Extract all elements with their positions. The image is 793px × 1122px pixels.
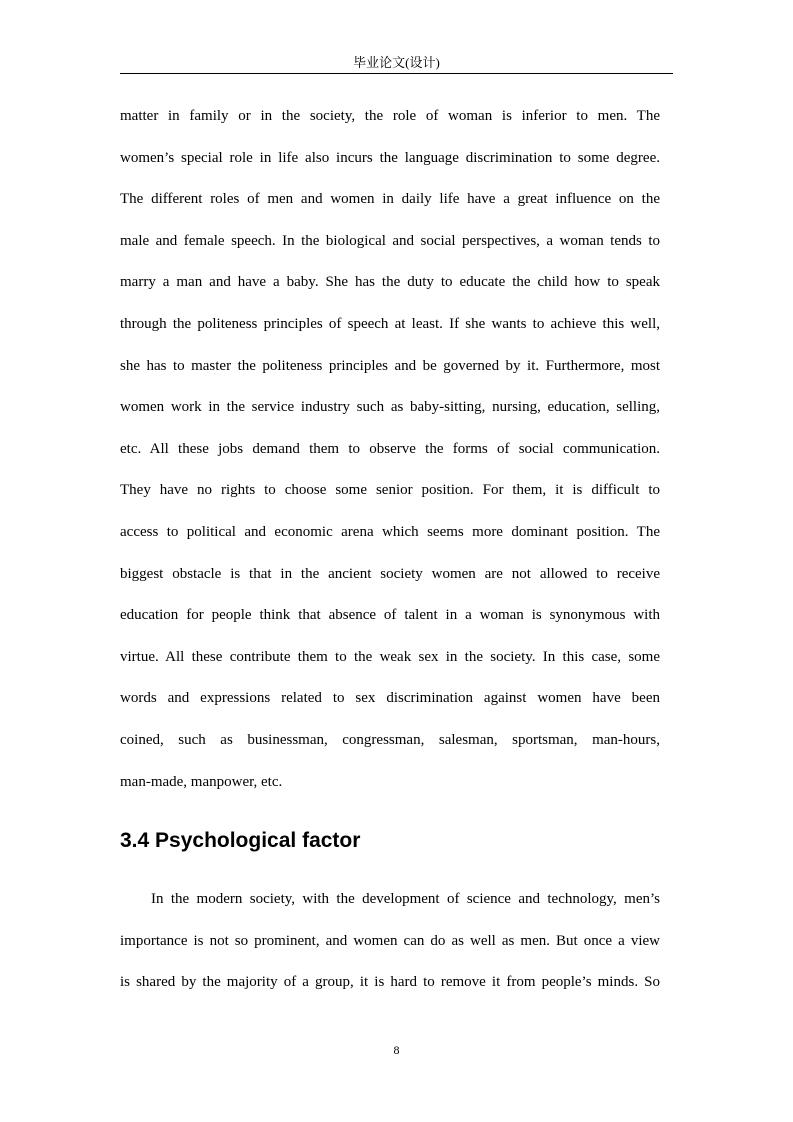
text-line: importance is not so prominent, and women can do as well as men. But once a view xyxy=(120,932,660,949)
text-line: words and expressions related to sex discrimination against women have been xyxy=(120,690,660,707)
text-line: marry a man and have a baby. She has the duty to educate the child how to speak xyxy=(120,274,660,291)
text-line: virtue. All these contribute them to the weak sex in the society. In this case, some xyxy=(120,648,660,665)
text-line: education for people think that absence of talent in a woman is synonymous with xyxy=(120,607,660,624)
text-line: biggest obstacle is that in the ancient society women are not allowed to receive xyxy=(120,565,660,582)
text-line: she has to master the politeness principles and be governed by it. Furthermore, most xyxy=(120,357,660,374)
text-line: women’s special role in life also incurs the language discrimination to some degree. xyxy=(120,149,660,166)
text-line: is shared by the majority of a group, it is hard to remove it from people’s minds. So xyxy=(120,974,660,991)
text-line: The different roles of men and women in daily life have a great influence on the xyxy=(120,191,660,208)
text-line: In the modern society, with the development of science and technology, men’s xyxy=(151,891,660,907)
section-heading: 3.4 Psychological factor xyxy=(120,829,361,852)
body-paragraph-1 xyxy=(120,96,660,803)
text-line: etc. All these jobs demand them to observe the forms of social communication. xyxy=(120,440,660,457)
header-rule xyxy=(120,73,673,74)
text-line: through the politeness principles of speech at least. If she wants to achieve this well, xyxy=(120,315,660,332)
text-line: male and female speech. In the biological and social perspectives, a woman tends to xyxy=(120,232,660,249)
text-line: women work in the service industry such as baby-sitting, nursing, education, selling, xyxy=(120,399,660,416)
page-header: 毕业论文(设计) xyxy=(353,55,440,70)
text-line: coined, such as businessman, congressman, salesman, sportsman, man-hours, xyxy=(120,731,660,748)
text-line: man-made, manpower, etc. xyxy=(120,773,283,790)
page-number: 8 xyxy=(393,1043,400,1057)
text-line: They have no rights to choose some senior position. For them, it is difficult to xyxy=(120,482,660,499)
body-paragraph-2 xyxy=(120,879,660,1004)
text-line: access to political and economic arena which seems more dominant position. The xyxy=(120,523,660,540)
text-line: matter in family or in the society, the role of woman is inferior to men. The xyxy=(120,108,660,124)
